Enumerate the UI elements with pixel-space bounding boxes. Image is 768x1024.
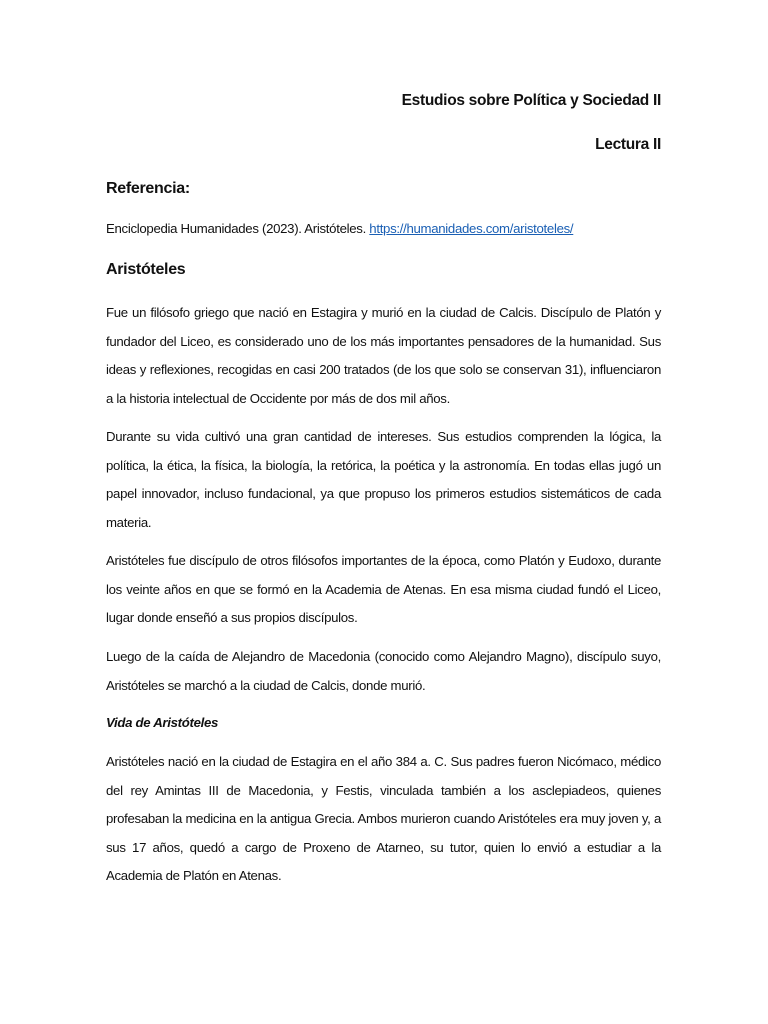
life-subheading: Vida de Aristóteles bbox=[106, 715, 219, 730]
reading-title: Lectura II bbox=[595, 136, 661, 153]
paragraph-intro: Fue un filósofo griego que nació en Estagira y murió en la ciudad de Calcis. Discípulo de Platón y fundador del Liceo, es considerado uno de los más importantes pensadores de la humanidad. Sus ideas y reflexiones, recogidas en casi 200 tratados (de los que solo se conservan 31), influenciaron a la historia intelectual de Occidente por más de dos mil años. bbox=[106, 305, 661, 406]
reference-heading: Referencia: bbox=[106, 180, 190, 197]
paragraph-death: Luego de la caída de Alejandro de Macedonia (conocido como Alejandro Magno), discípulo suyo, Aristóteles se marchó a la ciudad de Calcis, donde murió. bbox=[106, 649, 661, 693]
paragraph-disciple: Aristóteles fue discípulo de otros filósofos importantes de la época, como Platón y Eudoxo, durante los veinte años en que se formó en la Academia de Atenas. En esa misma ciudad fundó el Liceo, lugar donde enseñó a sus propios discípulos. bbox=[106, 553, 661, 625]
reference-link[interactable]: https://humanidades.com/aristoteles/ bbox=[369, 221, 574, 236]
paragraph-interests: Durante su vida cultivó una gran cantidad de intereses. Sus estudios comprenden la lógica, la política, la ética, la física, la biología, la retórica, la poética y la astronomía. En todas ellas jugó un papel innovador, incluso fundacional, ya que propuso los primeros estudios sistemáticos de cada materia. bbox=[106, 429, 661, 530]
course-title: Estudios sobre Política y Sociedad II bbox=[401, 92, 661, 109]
citation-text: Enciclopedia Humanidades (2023). Aristóteles. bbox=[106, 221, 370, 236]
reference-citation bbox=[106, 221, 573, 236]
paragraph-life: Aristóteles nació en la ciudad de Estagira en el año 384 a. C. Sus padres fueron Nicómaco, médico del rey Amintas III de Macedonia, y Festis, vinculada también a los asclepiadeos, quienes profesaban la medicina en la antigua Grecia. Ambos murieron cuando Aristóteles era muy joven y, a sus 17 años, quedó a cargo de Proxeno de Atarneo, su tutor, quien lo envió a estudiar a la Academia de Platón en Atenas. bbox=[106, 754, 661, 883]
article-heading: Aristóteles bbox=[106, 261, 186, 278]
